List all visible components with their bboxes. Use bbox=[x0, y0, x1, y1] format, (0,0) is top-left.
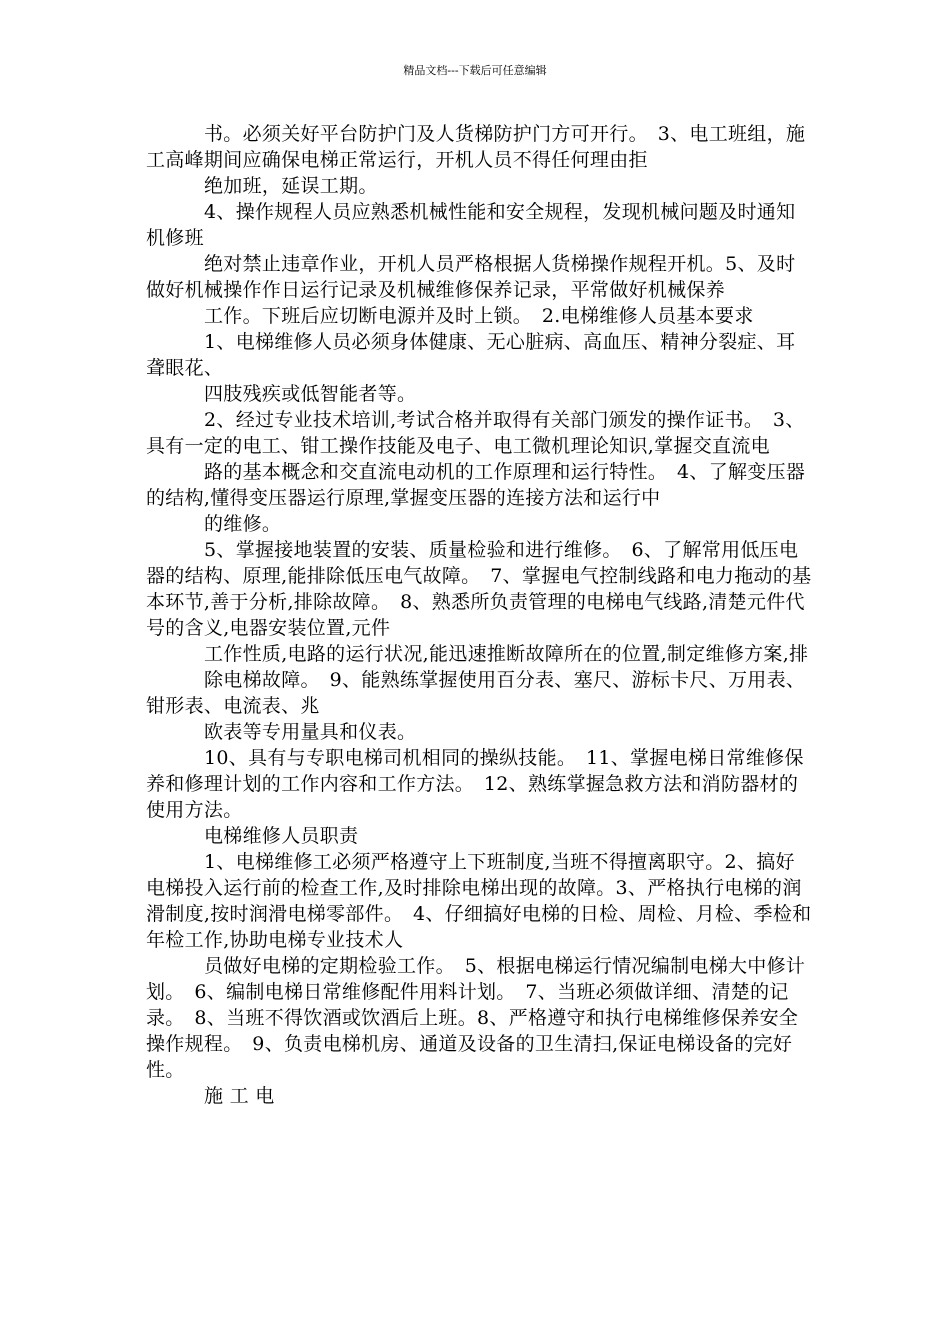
paragraph: 四肢残疾或低智能者等。 bbox=[204, 383, 417, 405]
paragraph: 1、电梯维修人员必须身体健康、无心脏病、高血压、精神分裂症、耳聋眼花、 bbox=[146, 331, 796, 379]
paragraph: 的维修。 bbox=[204, 513, 282, 535]
paragraph: 绝对禁止违章作业，开机人员严格根据人货梯操作规程开机。5、及时做好机械操作作日运行记录及机械维修保养记录，平常做好机械保养 bbox=[146, 253, 796, 301]
paragraph: 除电梯故障。 9、能熟练掌握使用百分表、塞尺、游标卡尺、万用表、钳形表、电流表、兆 bbox=[146, 669, 806, 717]
paragraph: 工作。下班后应切断电源并及时上锁。 2.电梯维修人员基本要求 bbox=[204, 305, 754, 327]
paragraph: 员做好电梯的定期检验工作。 5、根据电梯运行情况编制电梯大中修计划。 6、编制电梯日常维修配件用料计划。 7、当班必须做详细、清楚的记录。 8、当班不得饮酒或饮酒后上班。8、严格遵守和执行电梯维修保养安全操作规程。 9、负责电梯机房、通道及设备的卫生清扫,保证电梯设备的完好性。 bbox=[146, 955, 806, 1081]
section-heading: 电梯维修人员职责 bbox=[204, 825, 359, 847]
document-body bbox=[146, 121, 814, 1109]
paragraph: 书。必须关好平台防护门及人货梯防护门方可开行。 3、电工班组，施工高峰期间应确保电梯正常运行，开机人员不得任何理由拒 bbox=[146, 123, 806, 171]
paragraph: 10、具有与专职电梯司机相同的操纵技能。 11、掌握电梯日常维修保养和修理计划的工作内容和工作方法。 12、熟练掌握急救方法和消防器材的使用方法。 bbox=[146, 747, 804, 821]
paragraph: 2、经过专业技术培训,考试合格并取得有关部门颁发的操作证书。 3、具有一定的电工、钳工操作技能及电子、电工微机理论知识,掌握交直流电 bbox=[146, 409, 805, 457]
paragraph: 5、掌握接地装置的安装、质量检验和进行维修。 6、了解常用低压电器的结构、原理,能排除低压电气故障。 7、掌握电气控制线路和电力拖动的基本环节,善于分析,排除故障。 8、熟悉所负责管理的电梯电气线路,清楚元件代号的含义,电器安装位置,元件 bbox=[146, 539, 812, 639]
section-heading: 施 工 电 bbox=[204, 1085, 275, 1107]
paragraph: 1、电梯维修工必须严格遵守上下班制度,当班不得擅离职守。2、搞好电梯投入运行前的检查工作,及时排除电梯出现的故障。3、严格执行电梯的润滑制度,按时润滑电梯零部件。 4、仔细搞好电梯的日检、周检、月检、季检和年检工作,协助电梯专业技术人 bbox=[146, 851, 812, 951]
page-header: 精品文档---下载后可任意编辑 bbox=[403, 64, 547, 77]
paragraph: 4、操作规程人员应熟悉机械性能和安全规程，发现机械问题及时通知机修班 bbox=[146, 201, 796, 249]
paragraph: 工作性质,电路的运行状况,能迅速推断故障所在的位置,制定维修方案,排 bbox=[204, 643, 809, 665]
paragraph: 绝加班，延误工期。 bbox=[204, 175, 378, 197]
paragraph: 欧表等专用量具和仪表。 bbox=[204, 721, 417, 743]
paragraph: 路的基本概念和交直流电动机的工作原理和运行特性。 4、了解变压器的结构,懂得变压器运行原理,掌握变压器的连接方法和运行中 bbox=[146, 461, 806, 509]
